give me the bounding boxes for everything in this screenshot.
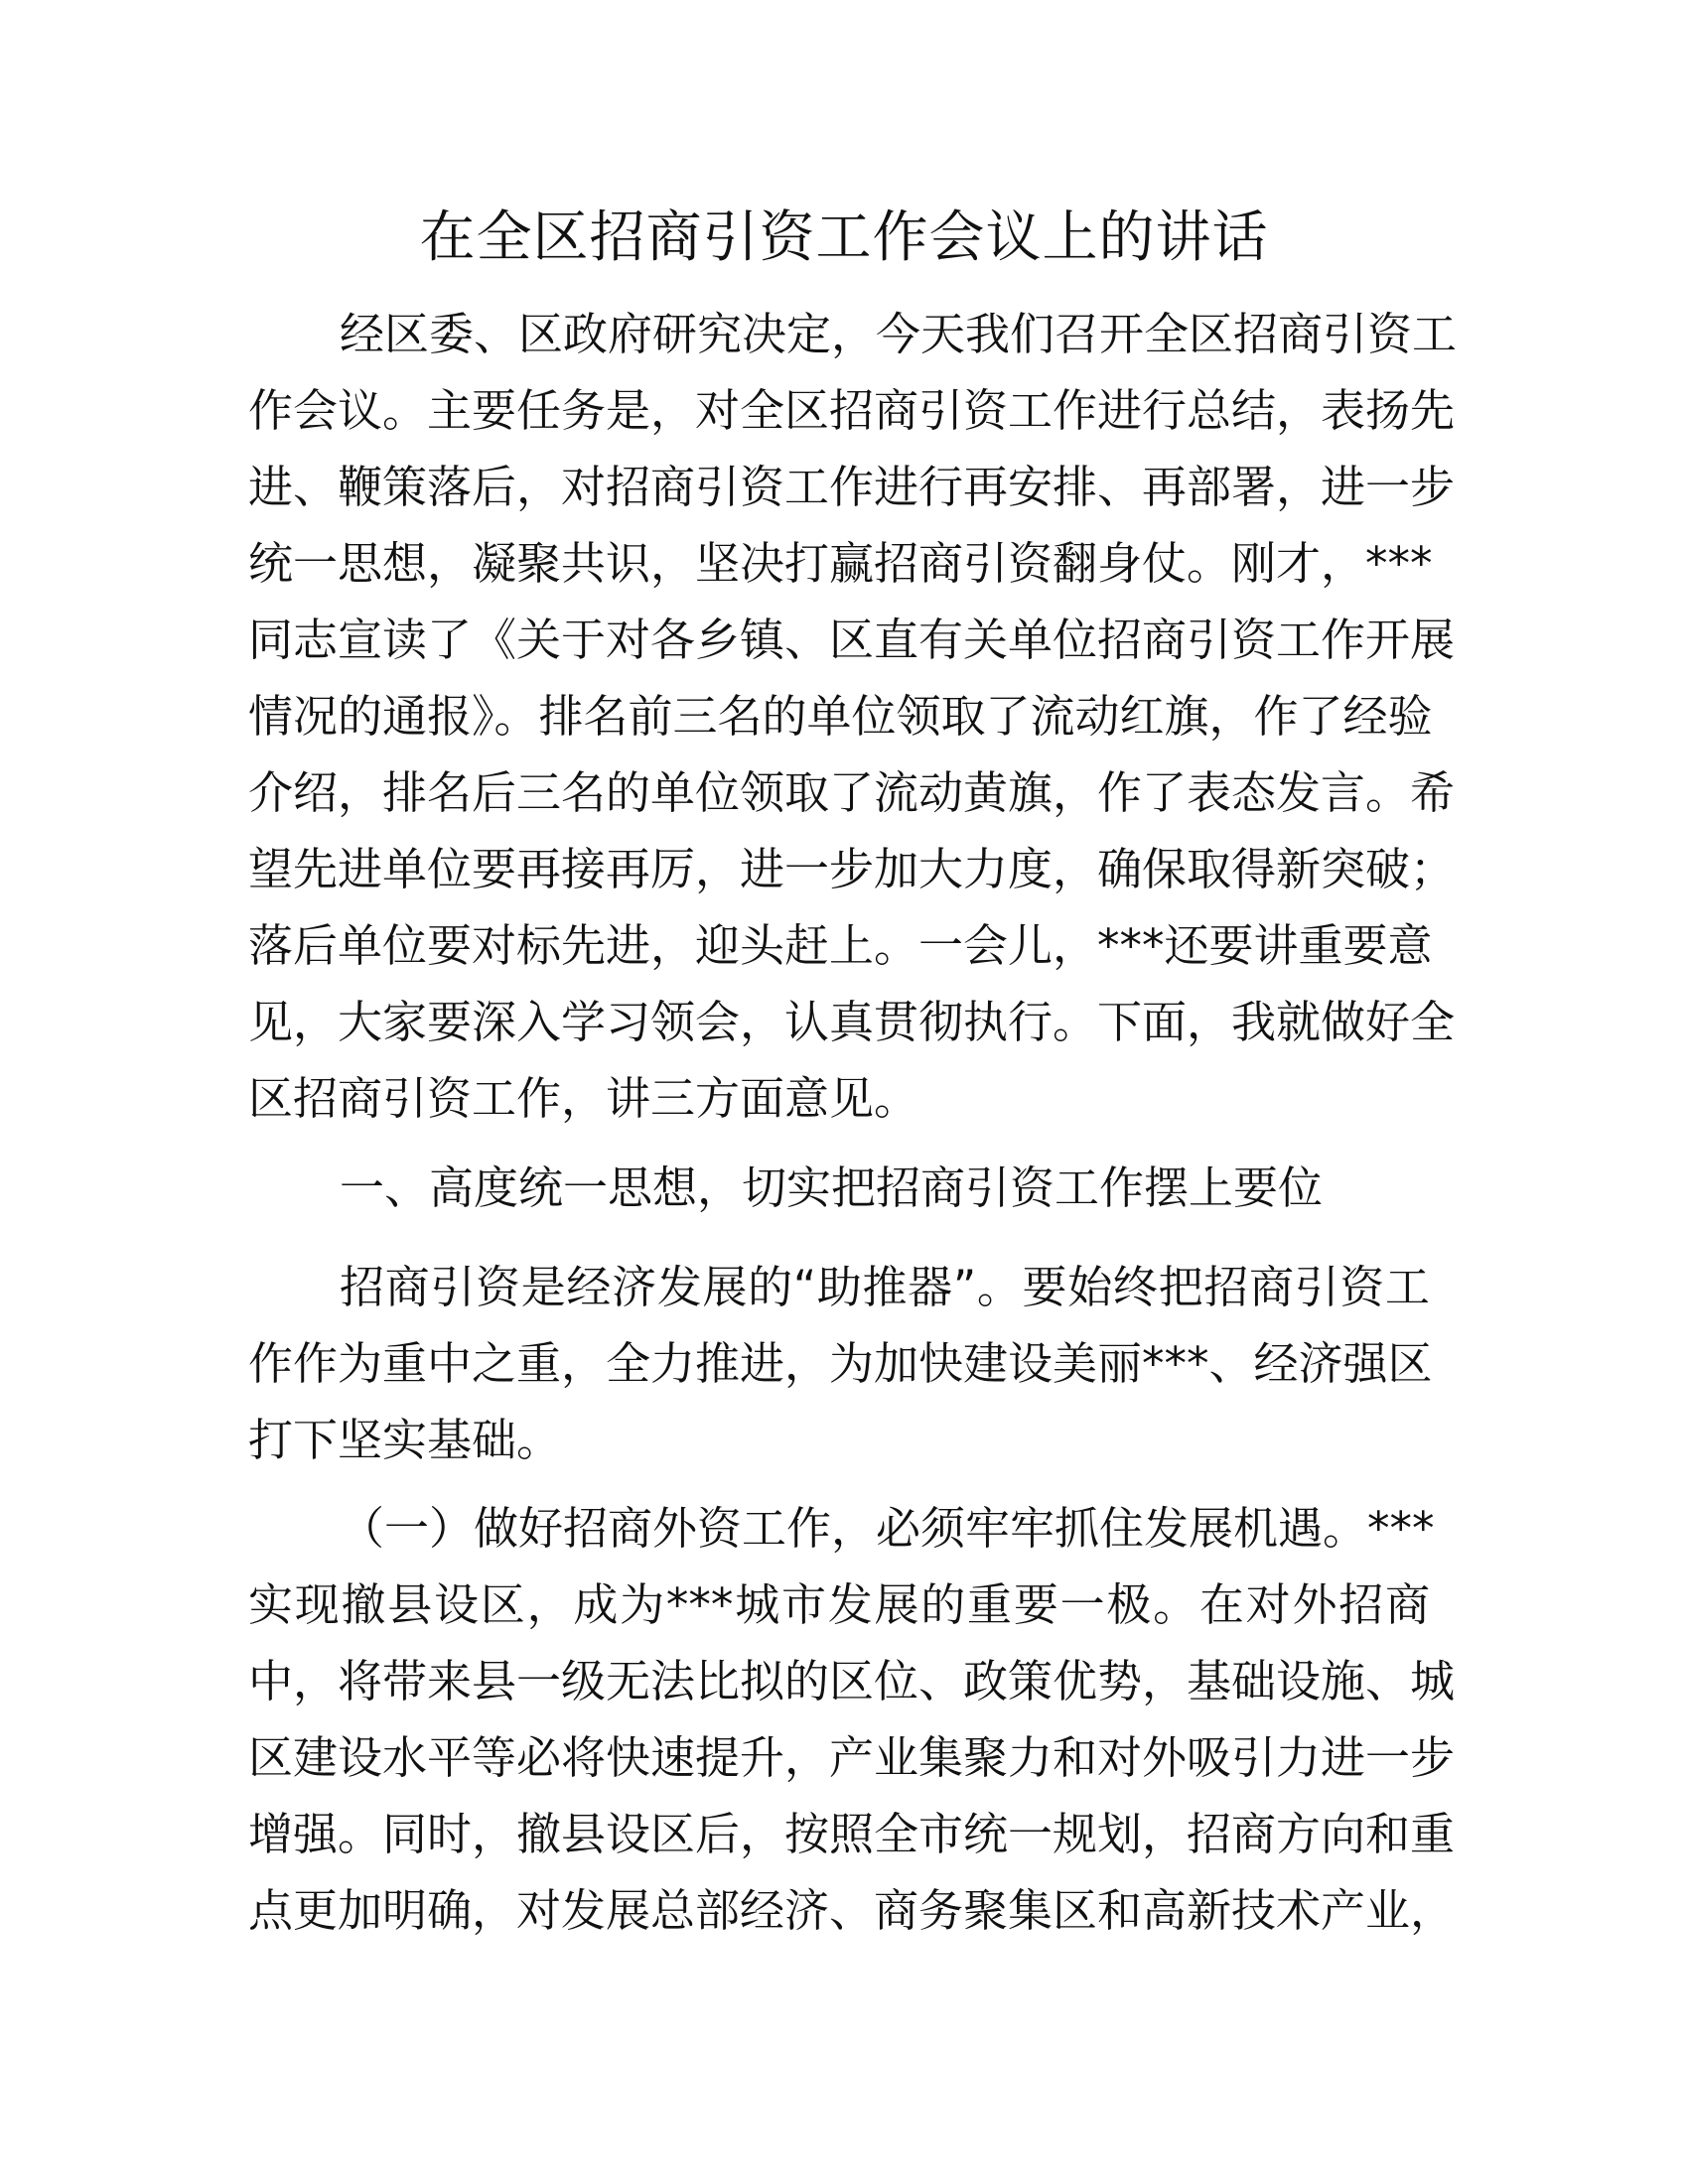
paragraph-section-intro (248, 1249, 1433, 1478)
text-line: 统一思想，凝聚共识，坚决打赢招商引资翻身仗。刚才，*** (248, 537, 1433, 590)
text-line: 落后单位要对标先进，迎头赶上。一会儿，***还要讲重要意 (248, 919, 1433, 972)
paragraph-subsection-1 (248, 1490, 1456, 1949)
text-line: 增强。同时，撤县设区后，按照全市统一规划，招商方向和重 (248, 1808, 1456, 1860)
paragraph-intro (248, 296, 1458, 1137)
text-line: 情况的通报》。排名前三名的单位领取了流动红旗，作了经验 (248, 690, 1433, 743)
text-line: 介绍，排名后三名的单位领取了流动黄旗，作了表态发言。希 (248, 766, 1456, 819)
text-line: 见，大家要深入学习领会，认真贯彻执行。下面，我就做好全 (248, 996, 1456, 1048)
text-line: 作作为重中之重，全力推进，为加快建设美丽***、经济强区 (248, 1337, 1433, 1390)
text-line: 中，将带来县一级无法比拟的区位、政策优势，基础设施、城 (248, 1655, 1456, 1707)
text-line: 实现撤县设区，成为***城市发展的重要一极。在对外招商 (248, 1578, 1430, 1631)
section-heading (248, 1150, 1430, 1226)
text-line: 同志宣读了《关于对各乡镇、区直有关单位招商引资工作开展 (248, 614, 1456, 666)
text-line: （一）做好招商外资工作，必须牢牢抓住发展机遇。*** (340, 1502, 1435, 1555)
heading-text: 一、高度统一思想，切实把招商引资工作摆上要位 (340, 1161, 1324, 1214)
document-title: 在全区招商引资工作会议上的讲话 (419, 205, 1269, 270)
text-line: 经区委、区政府研究决定，今天我们召开全区招商引资工 (340, 308, 1458, 360)
text-line: 进、鞭策落后，对招商引资工作进行再安排、再部署，进一步 (248, 461, 1456, 513)
text-line: 招商引资是经济发展的“助推器”。要始终把招商引资工 (340, 1261, 1430, 1313)
text-line: 打下坚实基础。 (248, 1414, 562, 1466)
text-line: 作会议。主要任务是，对全区招商引资工作进行总结，表扬先 (248, 384, 1456, 437)
text-line: 望先进单位要再接再厉，进一步加大力度，确保取得新突破； (248, 843, 1456, 895)
text-line: 区招商引资工作，讲三方面意见。 (248, 1072, 919, 1125)
text-line: 点更加明确，对发展总部经济、商务聚集区和高新技术产业， (248, 1884, 1456, 1937)
text-line: 区建设水平等必将快速提升，产业集聚力和对外吸引力进一步 (248, 1731, 1456, 1784)
